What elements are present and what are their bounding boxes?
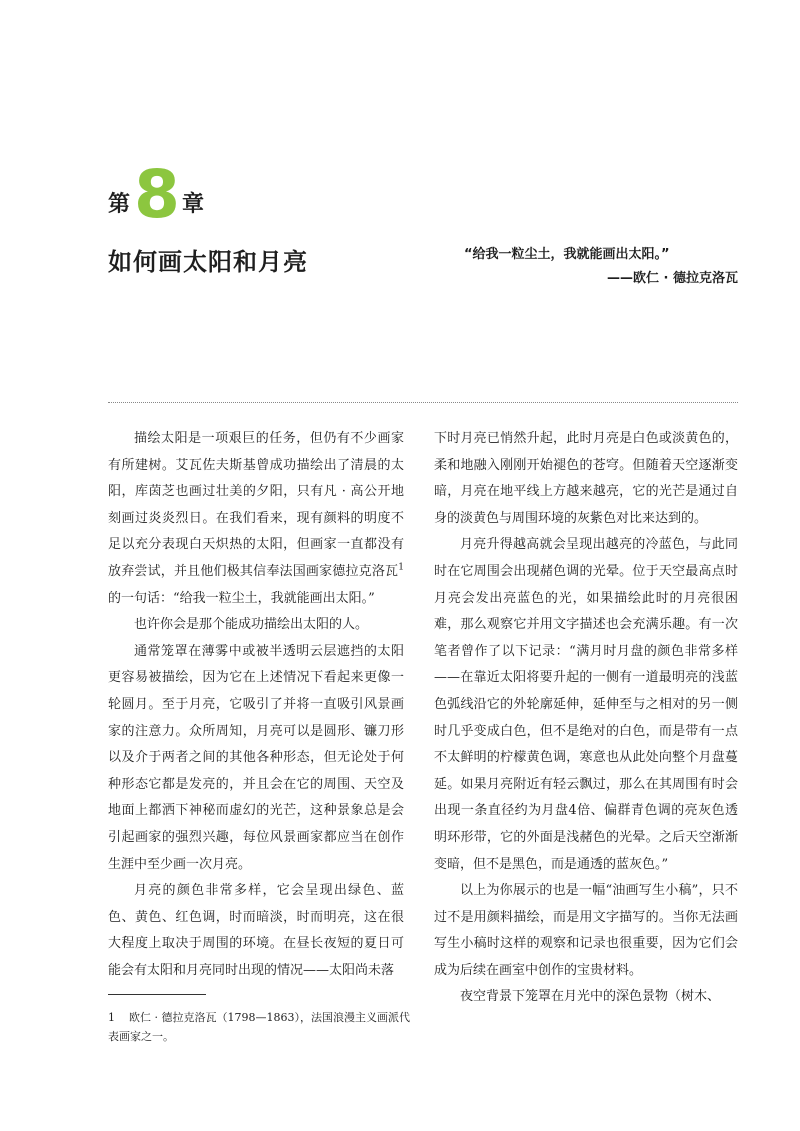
- paragraph: 也许你会是那个能成功描绘出太阳的人。: [134, 617, 369, 633]
- paragraph: 月亮的颜色非常多样，它会呈现出绿色、蓝色、黄色、红色调，时而暗淡，时而明亮，这在很大程度上取决于周围的环境。在昼长夜短的夏日可能会有太阳和月亮同时出现的情况——太阳尚未落: [108, 883, 404, 978]
- paragraph: 以上为你展示的也是一幅“油画写生小稿”，只不过不是用颜料描绘，而是用文字描写的。当你无法画写生小稿时这样的观察和记录也很重要，因为它们会成为后续在画室中创作的宝贵材料。: [434, 883, 738, 978]
- paragraph-text: 的一句话：“给我一粒尘土，我就能画出太阳。”: [108, 590, 375, 606]
- footnote-reference[interactable]: 1: [398, 562, 404, 573]
- body-column-right: [434, 426, 738, 1011]
- paragraph-text: 描绘太阳是一项艰巨的任务，但仍有不少画家有所建树。艾瓦佐夫斯基曾成功描绘出了清晨的太阳，库茵芝也画过壮美的夕阳，只有凡 · 高公开地刻画过炎炎烈日。在我们看来，现有颜料的明度不足以充分表现白天炽热的太阳，但画家一直都没有放弃尝试，并且他们极其信奉法国画家德拉克洛瓦: [108, 431, 404, 579]
- footnote: [108, 1008, 412, 1046]
- section-divider: [108, 402, 738, 403]
- chapter-number: 8: [134, 156, 180, 233]
- footnote-marker: 1: [108, 1011, 115, 1024]
- chapter-label: [108, 156, 204, 233]
- epigraph-attribution: ——欧仁 · 德拉克洛瓦: [607, 271, 738, 286]
- footnote-text: 欧仁 · 德拉克洛瓦（1798—1863），法国浪漫主义画派代表画家之一。: [108, 1011, 410, 1043]
- epigraph-quote: “给我一粒尘土，我就能画出太阳。”: [464, 247, 670, 262]
- body-column-left: [108, 426, 404, 984]
- chapter-suffix: 章: [181, 192, 204, 217]
- epigraph: [420, 243, 738, 291]
- paragraph: 月亮升得越高就会呈现出越亮的冷蓝色，与此同时在它周围会出现赭色调的光晕。位于天空最高点时月亮会发出亮蓝色的光，如果描绘此时的月亮很困难，那么观察它并用文字描述也会充满乐趣。有一次笔者曾作了以下记录：“满月时月盘的颜色非常多样——在靠近太阳将要升起的一侧有一道最明亮的浅蓝色弧线沿它的外轮廓延伸，延伸至与之相对的另一侧时几乎变成白色，但不是绝对的白色，而是带有一点不太鲜明的柠檬黄色调，寒意也从此处向整个月盘蔓延。如果月亮附近有轻云飘过，那么在其周围有时会出现一条直径约为月盘4倍、偏群青色调的亮灰色透明环形带，它的外面是浅赭色的光晕。之后天空渐渐变暗，但不是黑色，而是通透的蓝灰色。”: [434, 537, 738, 872]
- chapter-prefix: 第: [108, 192, 131, 217]
- paragraph: 夜空背景下笼罩在月光中的深色景物（树木、: [460, 989, 721, 1005]
- paragraph: 下时月亮已悄然升起，此时月亮是白色或淡黄色的，柔和地融入刚刚开始褪色的苍穹。但随着天空逐渐变暗，月亮在地平线上方越来越亮，它的光芒是通过自身的淡黄色与周围环境的灰紫色对比来达到的。: [434, 431, 738, 526]
- paragraph: [108, 426, 404, 612]
- paragraph: 通常笼罩在薄雾中或被半透明云层遮挡的太阳更容易被描绘，因为它在上述情况下看起来更像一轮圆月。至于月亮，它吸引了并将一直吸引风景画家的注意力。众所周知，月亮可以是圆形、镰刀形以及介于两者之间的其他各种形态，但无论处于何种形态它都是发亮的，并且会在它的周围、天空及地面上都洒下神秘而虚幻的光芒，这种景象总是会引起画家的强烈兴趣，每位风景画家都应当在创作生涯中至少画一次月亮。: [108, 643, 404, 872]
- chapter-title: 如何画太阳和月亮: [108, 248, 308, 276]
- footnote-rule: [108, 994, 206, 995]
